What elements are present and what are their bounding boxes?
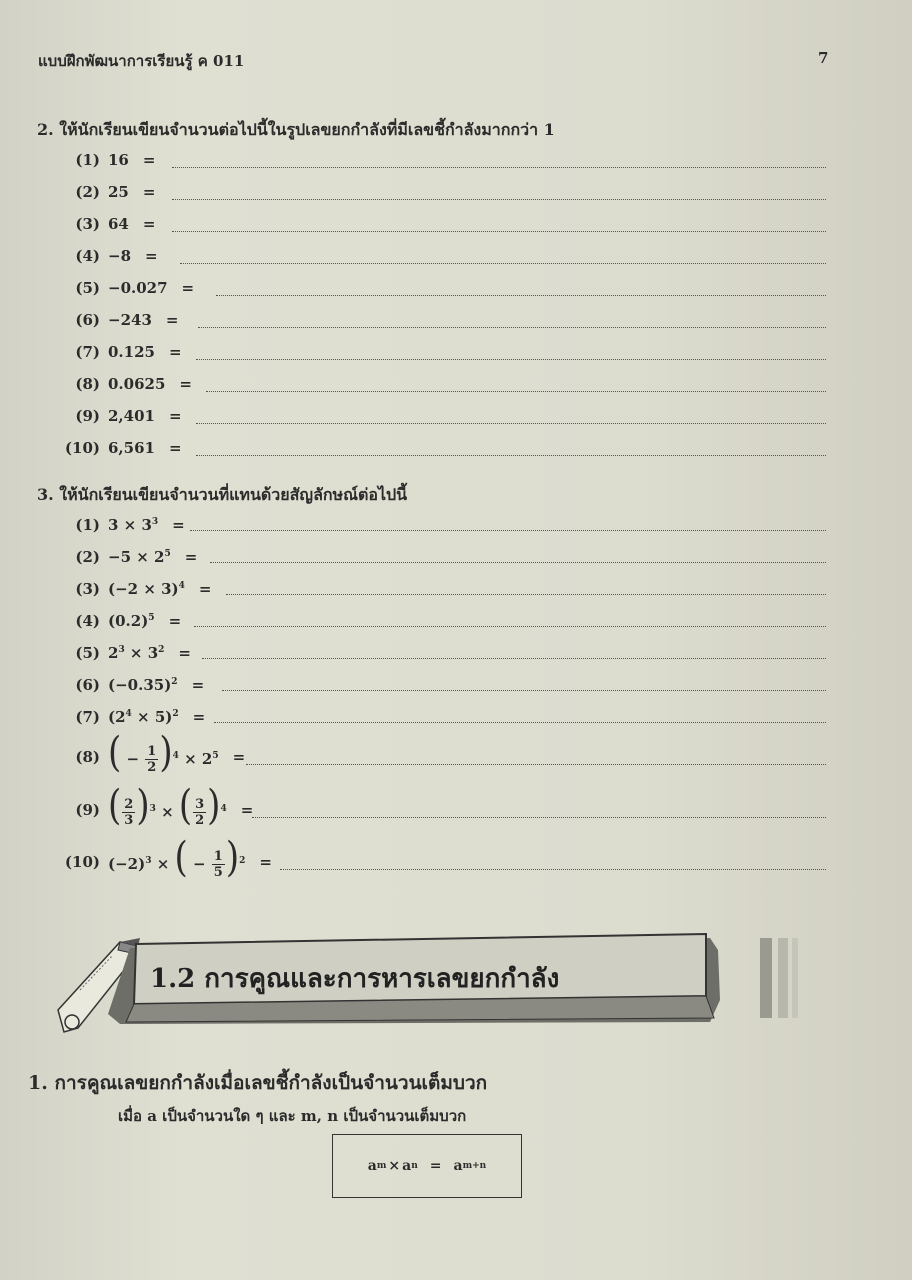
question-3-title: 3. ให้นักเรียนเขียนจำนวนที่แทนด้วยสัญลักษณ์ต่อไปนี้ — [37, 485, 408, 504]
answer-line[interactable] — [214, 722, 826, 723]
answer-line[interactable] — [246, 764, 826, 765]
math-expression: ( $\frac{2}{3}$ )$^3$ × ( $\frac{3}{2}$ )$^4$ — [108, 781, 227, 830]
answer-line[interactable] — [196, 423, 826, 424]
answer-line[interactable] — [196, 455, 826, 456]
q3-item: (4) $(0.2)^5$ = — [75, 612, 182, 630]
q2-item: (9) 2,401 = — [75, 407, 182, 425]
math-expression: $(-0.35)^2$ — [108, 676, 178, 694]
math-expression: ( − $\frac{1}{2}$ )$^4 \times 2^5$ — [108, 728, 219, 777]
answer-line[interactable] — [222, 690, 826, 691]
q3-item: (7) $(2^4 \times 5)^2$ = — [75, 708, 206, 726]
math-expression: $3 \times 3^3$ — [108, 516, 159, 534]
subsection-text: เมื่อ a เป็นจำนวนใด ๆ และ m, n เป็นจำนวนเต็มบวก — [118, 1107, 467, 1125]
q2-item: (2) 25 = — [75, 183, 156, 201]
formula-box: a m × a n = a m+n — [332, 1134, 522, 1198]
answer-line[interactable] — [198, 327, 826, 328]
q2-item: (4) −8 = — [75, 247, 158, 265]
q2-item: (7) 0.125 = — [75, 343, 182, 361]
q3-item: (1) $3 \times 3^3$ = — [75, 516, 185, 534]
answer-line[interactable] — [210, 562, 826, 563]
answer-line[interactable] — [252, 817, 826, 818]
answer-line[interactable] — [202, 658, 826, 659]
q3-item: (3) $(-2 \times 3)^4$ = — [75, 580, 212, 598]
answer-line[interactable] — [206, 391, 826, 392]
q2-item: (1) 16 = — [75, 151, 156, 169]
answer-line[interactable] — [226, 594, 826, 595]
q3-item: (9) ( $\frac{2}{3}$ )$^3$ × ( $\frac{3}{2}$ )$^4$ = — [75, 781, 254, 830]
page-number: 7 — [818, 49, 829, 67]
math-expression: $-5 \times 2^5$ — [108, 548, 171, 566]
q3-item: (8) ( − $\frac{1}{2}$ )$^4 \times 2^5$ = — [75, 728, 246, 777]
math-expression: $2^3 \times 3^2$ — [108, 644, 165, 662]
answer-line[interactable] — [190, 530, 826, 531]
section-title: 1.2 การคูณและการหารเลขยกกำลัง — [150, 964, 560, 994]
answer-line[interactable] — [216, 295, 826, 296]
math-expression: $(-2 \times 3)^4$ — [108, 580, 185, 598]
q3-item: (6) $(-0.35)^2$ = — [75, 676, 205, 694]
subsection-title: 1. การคูณเลขยกกำลังเมื่อเลขชี้กำลังเป็นจำนวนเต็มบวก — [28, 1072, 488, 1094]
math-expression: $(2^4 \times 5)^2$ — [108, 708, 179, 726]
q2-item: (10) 6,561 = — [64, 439, 182, 457]
answer-line[interactable] — [196, 359, 826, 360]
q3-item: (5) $2^3 \times 3^2$ = — [75, 644, 191, 662]
q3-item: (10) $(-2)^3$ × ( − $\frac{1}{5}$ )$^2$ = — [64, 833, 272, 882]
q2-item: (6) −243 = — [75, 311, 179, 329]
q2-item: (3) 64 = — [75, 215, 156, 233]
book-title: แบบฝึกพัฒนาการเรียนรู้ ค 011 — [38, 52, 245, 70]
q2-item: (5) −0.027 = — [75, 279, 195, 297]
q2-item: (8) 0.0625 = — [75, 375, 192, 393]
math-expression: $(0.2)^5$ — [108, 612, 155, 630]
answer-line[interactable] — [172, 167, 826, 168]
math-expression: $(-2)^3$ × ( − $\frac{1}{5}$ )$^2$ — [108, 833, 246, 882]
answer-line[interactable] — [172, 199, 826, 200]
question-2-title: 2. ให้นักเรียนเขียนจำนวนต่อไปนี้ในรูปเลขยกกำลังที่มีเลขชี้กำลังมากกว่า 1 — [37, 120, 555, 139]
answer-line[interactable] — [194, 626, 826, 627]
answer-line[interactable] — [280, 869, 826, 870]
answer-line[interactable] — [180, 263, 826, 264]
answer-line[interactable] — [172, 231, 826, 232]
q3-item: (2) $-5 \times 2^5$ = — [75, 548, 198, 566]
